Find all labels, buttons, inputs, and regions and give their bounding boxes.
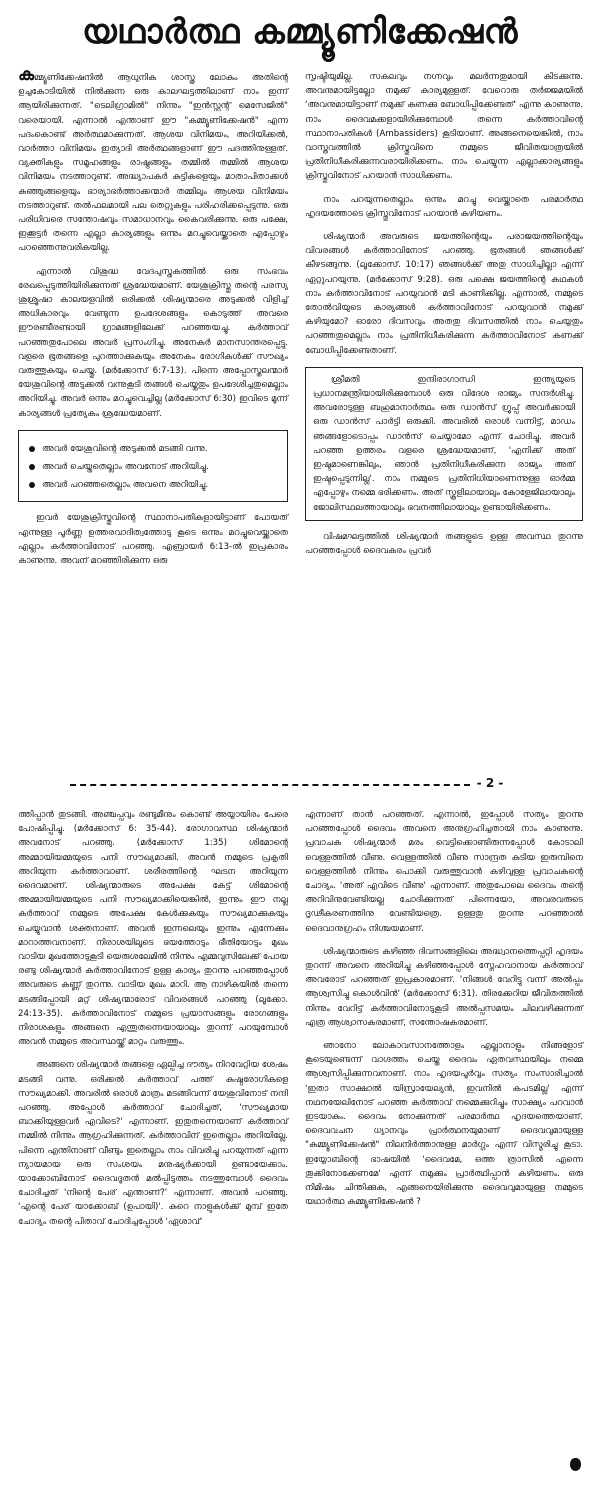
paragraph: എന്നാൽ വിശുദ്ധ വേദപുസ്തകത്തിൽ ഒരു സംഭവം രേഖപ്പെടുത്തിയിരിക്കുന്നത് ശ്രദ്ധേയമാണ്. യേശുക്രിസ്തു തന്റെ പരസ്യ ശുശ്രൂഷാ കാലയളവിൽ ഒരിക്കൽ ശിഷ്യന്മാരെ അടുക്കൽ വിളിച്ച് അധികാരവും വേണ്ടുന്ന ഉപദേശങ്ങളും കൊടുത്ത് അവരെ ഈരണ്ടീരണ്ടായി ഗ്രാമങ്ങളിലേക്ക് പറഞ്ഞയച്ചു. കർത്താവ് പറഞ്ഞതുപോലെ അവർ പ്രസംഗിച്ചു. അനേകർ മാനസാന്തരപ്പെട്ടു. വളരെ ഭൂതങ്ങളെ പുറത്താക്കുകയും അനേകം രോഗികൾക്ക് സൗഖ്യം വരുത്തുകയും ചെയ്തു. (മർക്കോസ് 6:7-13). പിന്നെ അപ്പോസ്തലന്മാർ യേശുവിന്റെ അടുക്കൽ വന്നുകൂടി തങ്ങൾ ചെയ്തതും ഉപദേശിച്ചതുമെല്ലാം അറിയിച്ചു. അവർ ഒന്നും മറച്ചുവെച്ചില്ല (മർക്കോസ് 6:30) ഇവിടെ മൂന്ന് കാര്യങ്ങൾ പ്രത്യേകം ശ്രദ്ധേയമാണ്. (18, 266, 288, 419)
paragraph: നാം പറയുന്നതെല്ലാം ഒന്നും മറച്ചു വെയ്ക്കാതെ പരമാർത്ഥ ഹൃദയത്തോടെ ക്രിസ്തുവിനോട് പറയാൻ കഴിയണം. (305, 194, 583, 219)
page-separator (70, 784, 470, 786)
bullet-icon (29, 464, 35, 470)
key-points-box (18, 430, 288, 503)
paragraph: സൃഷ്ടിയുമില്ല. സകലവും നഗ്നവും മലർന്നതുമായി കിടക്കുന്നു. അവനുമായിട്ടല്ലോ നമുക്ക് കാര്യമുള്ളത്. വേറൊരു തർജ്ജമയിൽ 'അവനുമായിട്ടാണ് നമുക്ക് കണക്കു ബോധിപ്പിക്കേണ്ടത്' എന്നു കാണുന്നു. നാം ദൈവമക്കളായിരിക്കുമ്പോൾ തന്നെ കർത്താവിന്റെ സ്ഥാനാപതികൾ (Ambassiders) കൂടിയാണ്. അങ്ങനെയെങ്കിൽ, നാം വാസ്തവത്തിൽ ക്രിസ്തുവിനെ നമ്മുടെ ജീവിതയാത്രയിൽ പ്രതിനിധീകരിക്കുന്നവരായിരിക്കണം. നാം ചെയ്യുന്ന എല്ലാക്കാര്യങ്ങളും ക്രിസ്തുവിനോട് പറയാൻ സാധിക്കണം. (305, 72, 583, 182)
paragraph (18, 65, 288, 256)
paragraph: അങ്ങനെ ശിഷ്യന്മാർ തങ്ങളെ ഏല്പിച്ച ദൗത്യം നിറവേറ്റിയ ശേഷം മടങ്ങി വന്നു. ഒരിക്കൽ കർത്താവ് പത്ത് കുഷ്ഠരോഗികളെ സൗഖ്യമാക്കി. അവരിൽ ഒരാൾ മാത്രം മടങ്ങിവന്ന് യേശുവിനോട് നന്ദി പറഞ്ഞു. അപ്പോൾ കർത്താവ് ചോദിച്ചത്, 'സൗഖ്യമായ ബാക്കിയുള്ളവർ എവിടെ?' എന്നാണ്. ഇതുതന്നെയാണ് കർത്താവ് നമ്മിൽ നിന്നും ആഗ്രഹിക്കുന്നത്. കർത്താവിന് ഇതെല്ലാം അറിയില്ലേ. പിന്നെ എന്തിനാണ് വീണ്ടും ഇതെല്ലാം നാം വിവരിച്ചു പറയുന്നത് എന്ന ന്യായമായ ഒരു സംശയം മനുഷ്യർക്കായി ഉണ്ടായേക്കാം. യാക്കോബിനോട് ദൈവദൂതൻ മൽപ്പിടുത്തം നടത്തുമ്പോൾ ദൈവം ചോദിച്ചത് 'നിന്റെ പേര് എന്താണ്?' എന്നാണ്. അവൻ പറഞ്ഞു. 'എന്റെ പേര് യാക്കോബ് (ഉപായി)'. കുറെ നാളുകൾക്ക് മുമ്പ് ഇതേ ചോദ്യം തന്റെ പിതാവ് ചോദിച്ചപ്പോൾ 'ഏശാവ്' (18, 1060, 288, 1227)
column-bottom-left (18, 808, 288, 1238)
bullet-icon (29, 446, 35, 452)
paragraph: ശിഷ്യന്മാർ അവരുടെ ജയത്തിന്റെയും പരാജയത്തിന്റെയും വിവരങ്ങൾ കർത്താവിനോട് പറഞ്ഞു. ഭൂതങ്ങൾ ഞങ്ങൾക്ക് കീഴടങ്ങുന്നു. (ലൂക്കോസ്. 10:17) ഞങ്ങൾക്ക് അതു സാധിച്ചില്ലാ എന്ന് ഏറ്റുപറയുന്നു. (മർക്കോസ് 9:28). ഒരു പക്ഷെ ജയത്തിന്റെ കഥകൾ നാം കർത്താവിനോട് പറയുവാൻ മടി കാണിക്കില്ല. എന്നാൽ, നമ്മുടെ തോൽവിയുടെ കാര്യങ്ങൾ കർത്താവിനോട് പറയുവാൻ നമുക്ക് കഴിയുമോ? ഓരോ ദിവസവും അതതു ദിവസത്തിൽ നാം ചെയ്യതും പറഞ്ഞതുമെല്ലാം നാം പ്രതിനിധീകരിക്കുന്ന കർത്താവിനോട് കണക്ക് ബോധിപ്പിക്കേണ്ടതാണ്. (305, 232, 583, 356)
paragraph: വിഷമഘട്ടത്തിൽ ശിഷ്യന്മാർ തങ്ങളുടെ ഉള്ള അവസ്ഥ തുറന്നു പറഞ്ഞപ്പോൾ ദൈവകരം പ്രവർ (305, 531, 583, 557)
bullet-icon (29, 482, 35, 488)
paragraph: ത്തിപ്പാൻ തുടങ്ങി. അഞ്ചപ്പവും രണ്ടുമീനും കൊണ്ട് അയ്യായിരം പേരെ പോഷിപ്പിച്ചു. (മർക്കോസ് 6: 35-44). രോഗാവസ്ഥ ശിഷ്യന്മാർ അവനോട് പറഞ്ഞു. (മർക്കോസ് 1:35) ശിമോന്റെ അമ്മായിയമ്മയുടെ പനി സൗഖ്യമാക്കി. അവൻ നമ്മുടെ പ്രകൃതി അറിയുന്ന കർത്താവാണ്. ശരീരത്തിന്റെ ഘടന അറിയുന്ന ദൈവമാണ്. ശിഷ്യന്മാരുടെ അപേക്ഷ കേട്ട് ശിമോന്റെ അമ്മായിയമ്മയുടെ പനി സൗഖ്യമാക്കിയെങ്കിൽ, ഇന്നും ഈ നല്ല കർത്താവ് നമ്മുടെ അപേക്ഷ കേൾക്കുകയും സൗഖ്യമാക്കുകയും ചെയ്യുവാൻ ശക്തനാണ്. അവൻ ഇന്നലെയും ഇന്നും എന്നേക്കും മാറാത്തവനാണ്. നിരാശയിലൂടെ ഭയത്തോടും ഭീതിയോടും മുഖം വാടിയ മുഖത്തോടുകൂടി യെരുശലേമിൽ നിന്നും എമ്മവുസിലേക്ക് പോയ രണ്ടു ശിഷ്യന്മാർ കർത്താവിനോട് ഉള്ള കാര്യം തുറന്നു പറഞ്ഞപ്പോൾ അവരുടെ കണ്ണ് തുറന്നു. വാടിയ മുഖം മാറി. ആ നാഴികയിൽ തന്നെ മടങ്ങിപ്പോയി മറ്റ് ശിഷ്യന്മാരോട് വിവരങ്ങൾ പറഞ്ഞു (ലൂക്കോ. 24:13-35). കർത്താവിനോട് നമ്മുടെ പ്രയാസങ്ങളും രോഗങ്ങളും നിരാശകളും അങ്ങനെ എന്തുതന്നെയായാലും തുറന്ന് പറയുമ്പോൾ അവൻ നമ്മുടെ അവസ്ഥയ്ക്ക് മാറ്റം വരുത്തും. (18, 810, 288, 1048)
list-item (26, 442, 280, 456)
list-item-text: അവർ പറഞ്ഞതെല്ലാം അവനെ അറിയിച്ചു. (42, 480, 209, 491)
list-item-text: അവർ യേശുവിന്റെ അടുക്കൽ മടങ്ങി വന്നു. (42, 443, 208, 454)
paragraph: ശിഷ്യന്മാരുടെ കഴിഞ്ഞ ദിവസങ്ങളിലെ അദ്ധ്വാനത്തെപ്പറ്റി ഹൃദയം തുറന്ന് അവനെ അറിയിച്ചു കഴിഞ്ഞപ്പോൾ സ്നേഹവാനായ കർത്താവ് അവരോട് പറഞ്ഞത് ഇപ്രകാരമാണ്. 'നിങ്ങൾ വേറിട്ടു വന്ന് അൽപ്പം ആശ്വസിച്ചു കൊൾവിൻ' (മർക്കോസ് 6:31). തിരക്കേറിയ ജീവിതത്തിൽ നിന്നും വേറിട്ട് കർത്താവിനോടുകൂടി അൽപ്പസമയം ചിലവഴിക്കുന്നത് എത്ര ആശ്വാസകരമാണ്, സന്തോഷകരമാണ്. (305, 946, 583, 1028)
column-bottom-right (305, 808, 583, 1218)
drop-cap: ക (18, 65, 35, 85)
end-mark-icon (570, 1458, 581, 1471)
paragraph-text: മ്മ്യൂണിക്കേഷനിൽ ആധുനിക ശാസ്ത്ര ലോകം അതിന്റെ ഉച്ചകോടിയിൽ നിൽക്കുന്ന ഒരു കാലഘട്ടത്തിലാണ് നാം ഇന്ന് ആയിരിക്കുന്നത്. "ടെലിഗ്രാമിൽ" നിന്നും "ഇൻസ്റ്റന്റ് മെസേജിൽ" വരെയായി. എന്നാൽ എന്താണ് ഈ "കമ്മ്യൂണിക്കേഷൻ" എന്ന പദംകൊണ്ട് അർത്ഥമാക്കുന്നത്. ആശയ വിനിമയം, അറിയിക്കൽ, വാർത്താ വിനിമയം ഇത്യാദി അർത്ഥങ്ങളാണ് ഈ പദത്തിനുള്ളത്. വ്യക്തികളും സമൂഹങ്ങളും രാഷ്ട്രങ്ങളും തമ്മിൽ തമ്മിൽ ആശയ വിനിമയം നടത്താറുണ്ട്. അദ്ധ്യാപകർ കുട്ടികളെയും മാതാപിതാക്കൾ കുഞ്ഞുങ്ങളെയും ഭാര്യാഭർത്താക്കന്മാർ തമ്മിലും ആശയ വിനിമയം നടത്താറുണ്ട്. തൽഫലമായി പല തെറ്റുകളും പരിഹരിക്കപ്പെടുന്നു. ഒരു പരിധിവരെ സന്തോഷവും സമാധാനവും കൈവരിക്കുന്നു. ഒരു പക്ഷേ, ഇക്കൂട്ടർ തന്നെ എല്ലാ കാര്യങ്ങളും ഒന്നും മറച്ചുവെയ്ക്കാതെ എപ്പോഴും പറഞ്ഞെന്നുവരികയില്ല. (18, 73, 288, 254)
paragraph: എന്നാണ് താൻ പറഞ്ഞത്. എന്നാൽ, ഇപ്പോൾ സത്യം തുറന്നു പറഞ്ഞപ്പോൾ ദൈവം അവനെ അനുഗ്രഹിച്ചതായി നാം കാണുന്നു. പ്രവാചക ശിഷ്യന്മാർ മരം വെട്ടിക്കൊണ്ടിരുന്നപ്പോൾ കോടാലി വെള്ളത്തിൽ വീണു. വെള്ളത്തിൽ വീണു സാന്ദ്രത കുടിയ ഇരുമ്പിനെ വെള്ളത്തിൽ നിന്നും പൊക്കി വരുത്തുവാൻ കഴിവുള്ള പ്രവാചകന്റെ ചോദ്യം. 'അത് എവിടെ വീണു' എന്നാണ്. അതുപോലെ ദൈവം തന്റെ അറിവിനുവേണ്ടിയല്ല ചോദിക്കുന്നത് പിന്നെയോ, അവരവരുടെ ദൃഢീകരണത്തിനു വേണ്ടിയത്രെ. ഉള്ളതു തുറന്നു പറഞ്ഞാൽ ദൈവാനുഗ്രഹം നിശ്ചയമാണ്. (305, 810, 583, 934)
page-number: - 2 - (476, 776, 504, 790)
list-item (26, 478, 280, 492)
list-item (26, 460, 280, 474)
bullet-list (26, 442, 280, 493)
column-top-left (18, 65, 288, 577)
list-item-text: അവർ ചെയ്തതെല്ലാം അവനോട് അറിയിച്ചു. (42, 462, 209, 473)
page-title: യഥാർത്ഥ കമ്മ്യൂണിക്കേഷൻ (82, 12, 518, 52)
column-top-right (305, 70, 583, 567)
paragraph: ശ്രീമതി ഇന്ദിരാഗാന്ധി ഇന്ത്യയുടെ പ്രധാനമന്ത്രിയായിരിക്കുമ്പോൾ ഒരു വിദേശ രാജ്യം സന്ദർശിച്ചു. അവരോടുള്ള ബഹുമാനാർത്ഥം ഒരു ഡാൻസ് ഗ്രൂപ്പ് അവർക്കായി ഒരു ഡാൻസ് പാർട്ടി ഒരുക്കി. അവരിൽ ഒരാൾ വന്നിട്ട്, മാഡം ഞങ്ങളോടൊപ്പം ഡാൻസ് ചെയ്യാമോ എന്ന് ചോദിച്ചു. അവർ പറഞ്ഞ ഉത്തരം വളരെ ശ്രദ്ധേയമാണ്, 'എനിക്ക് അത് ഇഷ്ടമാണെങ്കിലും, ഞാൻ പ്രതിനിധീകരിക്കുന്ന രാജ്യം അത് ഇഷ്ടപ്പെടുന്നില്ല'. നാം നമ്മുടെ പ്രതിനിധിയാണെന്നുള്ള ഓർമ്മ എപ്പോഴും നമ്മെ ഭരിക്കണം. അത് സ്കൂളിലായാലും കോളേജിലായാലും ജോലിസ്ഥലത്തായാലും ഭവനത്തിലായാലും ഉണ്ടായിരിക്കണം. (313, 374, 575, 513)
paragraph: ഇവർ യേശുക്രിസ്തുവിന്റെ സ്ഥാനാപതികളായിട്ടാണ് പോയത് എന്നുള്ള പൂർണ്ണ ഉത്തരവാദിത്വത്തോടു കൂടെ ഒന്നും മറച്ചുവെയ്ക്കാതെ എല്ലാം കർത്താവിനോട് പറഞ്ഞു. എബ്രായർ 6:13-ൽ ഇപ്രകാരം കാണുന്നു. അവന് മറഞ്ഞിരിക്കുന്ന ഒരു (18, 513, 288, 567)
paragraph: ഞാനോ ലോകാവസാനത്തോളം എല്ലാനാളും നിങ്ങളോട് കൂടെയുണ്ടെന്ന് വാഗ്ദത്തം ചെയ്ത ദൈവം ഏതവസ്ഥയിലും നമ്മെ ആശ്വസിപ്പിക്കുന്നവനാണ്. നാം ഹൃദയപൂർവ്വം സത്യം സംസാരിച്ചാൽ 'ഇതാ സാക്ഷാൽ യിസ്രായേല്യൻ, ഇവനിൽ കപടമില്ല' എന്ന് നഥനയേലിനോട് പറഞ്ഞ കർത്താവ് നമ്മെക്കുറിച്ചും സാക്ഷ്യം പറവാൻ ഇടയാകും. ദൈവം നോക്കുന്നത് പരമാർത്ഥ ഹൃദയത്തെയാണ്. ദൈവവചന ധ്യാനവും പ്രാർത്ഥനയുമാണ് ദൈവവുമായുള്ള "കമ്മ്യൂണിക്കേഷൻ" നിലനിർത്താനുള്ള മാർഗ്ഗം എന്ന് വിസ്മരിച്ചു കൂടാ. ഇയ്യോബിന്റെ ഭാഷയിൽ 'ദൈവമേ, ഒത്ത ത്രാസിൽ എന്നെ തൂക്കിനോക്കേണമേ' എന്ന് നമുക്കും പ്രാർത്ഥിപ്പാൻ കഴിയണം. ഒരു നിമിഷം ചിന്തിക്കുക, എങ്ങനെയിരിക്കുന്നു ദൈവവുമായുള്ള നമ്മുടെ യഥാർത്ഥ കമ്മ്യൂണിക്കേഷൻ ? (305, 1041, 583, 1208)
anecdote-box (305, 367, 583, 521)
